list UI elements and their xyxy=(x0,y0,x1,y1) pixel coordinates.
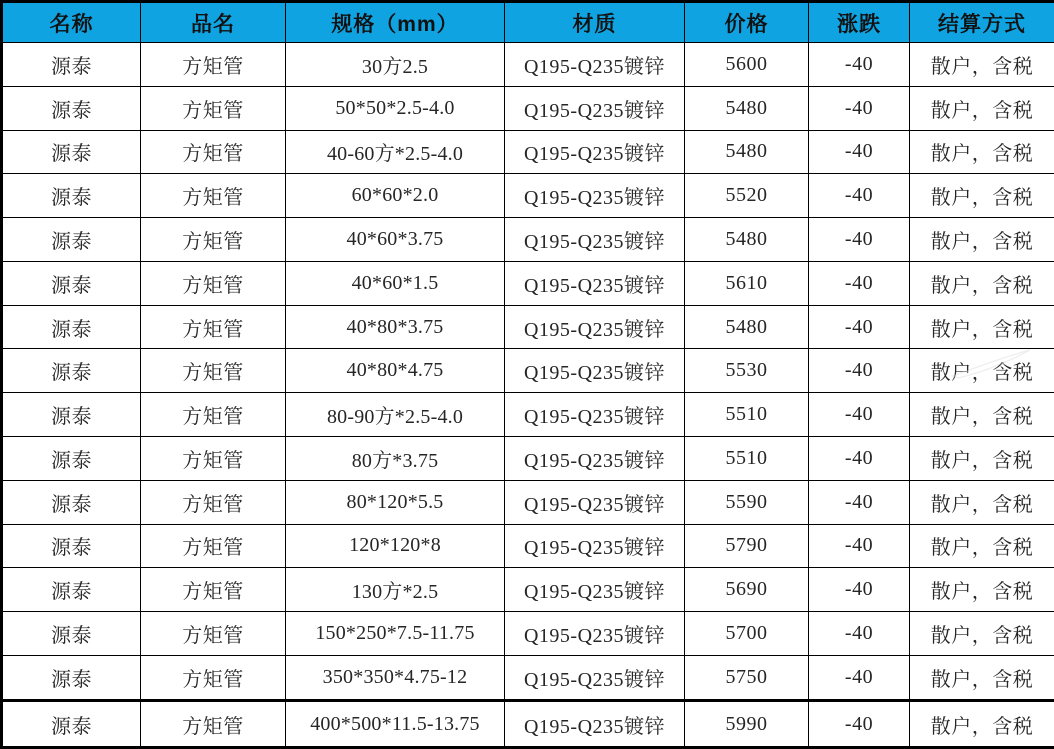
column-header-name: 名称 xyxy=(2,2,141,43)
cell-product: 方矩管 xyxy=(141,43,286,87)
cell-material: Q195-Q235镀锌 xyxy=(505,130,685,174)
column-header-settlement: 结算方式 xyxy=(910,2,1054,43)
cell-spec: 40-60方*2.5-4.0 xyxy=(286,130,505,174)
cell-product: 方矩管 xyxy=(141,174,286,218)
cell-material: Q195-Q235镀锌 xyxy=(505,218,685,262)
table-row xyxy=(2,701,1054,748)
cell-name: 源泰 xyxy=(2,261,141,305)
cell-spec: 130方*2.5 xyxy=(286,568,505,612)
cell-spec: 80-90方*2.5-4.0 xyxy=(286,393,505,437)
cell-change: -40 xyxy=(809,612,910,656)
cell-product: 方矩管 xyxy=(141,86,286,130)
table-row xyxy=(2,612,1054,656)
cell-change: -40 xyxy=(809,43,910,87)
cell-settlement: 散户，含税 xyxy=(910,218,1054,262)
cell-change: -40 xyxy=(809,568,910,612)
cell-name: 源泰 xyxy=(2,218,141,262)
cell-product: 方矩管 xyxy=(141,218,286,262)
cell-settlement: 散户，含税 xyxy=(910,86,1054,130)
cell-settlement: 散户，含税 xyxy=(910,130,1054,174)
table-row xyxy=(2,218,1054,262)
cell-change: -40 xyxy=(809,437,910,481)
cell-spec: 80*120*5.5 xyxy=(286,480,505,524)
table-row xyxy=(2,437,1054,481)
cell-product: 方矩管 xyxy=(141,349,286,393)
cell-material: Q195-Q235镀锌 xyxy=(505,524,685,568)
cell-settlement: 散户，含税 xyxy=(910,349,1054,393)
cell-price: 5750 xyxy=(685,655,809,700)
cell-change: -40 xyxy=(809,393,910,437)
cell-name: 源泰 xyxy=(2,524,141,568)
cell-change: -40 xyxy=(809,86,910,130)
cell-product: 方矩管 xyxy=(141,437,286,481)
cell-settlement: 散户，含税 xyxy=(910,261,1054,305)
cell-product: 方矩管 xyxy=(141,393,286,437)
cell-name: 源泰 xyxy=(2,130,141,174)
cell-material: Q195-Q235镀锌 xyxy=(505,437,685,481)
cell-price: 5700 xyxy=(685,612,809,656)
cell-price: 5790 xyxy=(685,524,809,568)
cell-product: 方矩管 xyxy=(141,130,286,174)
cell-material: Q195-Q235镀锌 xyxy=(505,174,685,218)
cell-spec: 40*60*1.5 xyxy=(286,261,505,305)
cell-spec: 40*80*3.75 xyxy=(286,305,505,349)
cell-change: -40 xyxy=(809,218,910,262)
column-header-product: 品名 xyxy=(141,2,286,43)
cell-material: Q195-Q235镀锌 xyxy=(505,701,685,748)
cell-product: 方矩管 xyxy=(141,305,286,349)
cell-settlement: 散户，含税 xyxy=(910,524,1054,568)
column-header-material: 材质 xyxy=(505,2,685,43)
cell-change: -40 xyxy=(809,524,910,568)
cell-settlement: 散户，含税 xyxy=(910,612,1054,656)
cell-spec: 400*500*11.5-13.75 xyxy=(286,701,505,748)
cell-product: 方矩管 xyxy=(141,612,286,656)
cell-settlement: 散户，含税 xyxy=(910,655,1054,700)
table-row xyxy=(2,655,1054,700)
cell-name: 源泰 xyxy=(2,568,141,612)
cell-change: -40 xyxy=(809,480,910,524)
cell-product: 方矩管 xyxy=(141,655,286,700)
cell-name: 源泰 xyxy=(2,701,141,748)
table-row xyxy=(2,130,1054,174)
cell-name: 源泰 xyxy=(2,393,141,437)
cell-price: 5590 xyxy=(685,480,809,524)
cell-name: 源泰 xyxy=(2,86,141,130)
column-header-price: 价格 xyxy=(685,2,809,43)
cell-material: Q195-Q235镀锌 xyxy=(505,305,685,349)
cell-spec: 40*80*4.75 xyxy=(286,349,505,393)
cell-change: -40 xyxy=(809,701,910,748)
header-row xyxy=(2,2,1054,43)
cell-settlement: 散户，含税 xyxy=(910,480,1054,524)
cell-spec: 30方2.5 xyxy=(286,43,505,87)
cell-price: 5480 xyxy=(685,86,809,130)
cell-price: 5480 xyxy=(685,130,809,174)
cell-name: 源泰 xyxy=(2,480,141,524)
cell-price: 5610 xyxy=(685,261,809,305)
cell-material: Q195-Q235镀锌 xyxy=(505,349,685,393)
cell-price: 5480 xyxy=(685,218,809,262)
cell-change: -40 xyxy=(809,130,910,174)
cell-price: 5530 xyxy=(685,349,809,393)
cell-material: Q195-Q235镀锌 xyxy=(505,86,685,130)
cell-settlement: 散户，含税 xyxy=(910,305,1054,349)
cell-settlement: 散户，含税 xyxy=(910,393,1054,437)
cell-price: 5510 xyxy=(685,393,809,437)
cell-product: 方矩管 xyxy=(141,701,286,748)
cell-price: 5480 xyxy=(685,305,809,349)
cell-settlement: 散户，含税 xyxy=(910,174,1054,218)
cell-name: 源泰 xyxy=(2,437,141,481)
column-header-spec: 规格（mm） xyxy=(286,2,505,43)
table-row xyxy=(2,393,1054,437)
table-row xyxy=(2,305,1054,349)
cell-spec: 150*250*7.5-11.75 xyxy=(286,612,505,656)
cell-spec: 60*60*2.0 xyxy=(286,174,505,218)
cell-settlement: 散户，含税 xyxy=(910,701,1054,748)
table-row xyxy=(2,480,1054,524)
cell-price: 5990 xyxy=(685,701,809,748)
cell-material: Q195-Q235镀锌 xyxy=(505,393,685,437)
table-row xyxy=(2,568,1054,612)
cell-spec: 350*350*4.75-12 xyxy=(286,655,505,700)
table-row xyxy=(2,43,1054,87)
cell-change: -40 xyxy=(809,655,910,700)
cell-settlement: 散户，含税 xyxy=(910,437,1054,481)
cell-change: -40 xyxy=(809,349,910,393)
cell-price: 5600 xyxy=(685,43,809,87)
cell-spec: 50*50*2.5-4.0 xyxy=(286,86,505,130)
cell-material: Q195-Q235镀锌 xyxy=(505,261,685,305)
table-row xyxy=(2,524,1054,568)
table-body xyxy=(2,43,1054,748)
cell-spec: 40*60*3.75 xyxy=(286,218,505,262)
cell-settlement: 散户，含税 xyxy=(910,43,1054,87)
cell-material: Q195-Q235镀锌 xyxy=(505,480,685,524)
column-header-change: 涨跌 xyxy=(809,2,910,43)
table-row xyxy=(2,86,1054,130)
cell-price: 5690 xyxy=(685,568,809,612)
table-row xyxy=(2,349,1054,393)
cell-change: -40 xyxy=(809,305,910,349)
cell-material: Q195-Q235镀锌 xyxy=(505,43,685,87)
cell-material: Q195-Q235镀锌 xyxy=(505,612,685,656)
cell-settlement: 散户，含税 xyxy=(910,568,1054,612)
table-row xyxy=(2,174,1054,218)
cell-material: Q195-Q235镀锌 xyxy=(505,655,685,700)
cell-product: 方矩管 xyxy=(141,524,286,568)
cell-product: 方矩管 xyxy=(141,261,286,305)
cell-spec: 80方*3.75 xyxy=(286,437,505,481)
cell-name: 源泰 xyxy=(2,349,141,393)
cell-change: -40 xyxy=(809,174,910,218)
cell-name: 源泰 xyxy=(2,305,141,349)
cell-product: 方矩管 xyxy=(141,568,286,612)
cell-name: 源泰 xyxy=(2,43,141,87)
cell-name: 源泰 xyxy=(2,655,141,700)
cell-price: 5510 xyxy=(685,437,809,481)
cell-product: 方矩管 xyxy=(141,480,286,524)
cell-price: 5520 xyxy=(685,174,809,218)
cell-name: 源泰 xyxy=(2,612,141,656)
cell-spec: 120*120*8 xyxy=(286,524,505,568)
table-row xyxy=(2,261,1054,305)
cell-material: Q195-Q235镀锌 xyxy=(505,568,685,612)
cell-name: 源泰 xyxy=(2,174,141,218)
cell-change: -40 xyxy=(809,261,910,305)
